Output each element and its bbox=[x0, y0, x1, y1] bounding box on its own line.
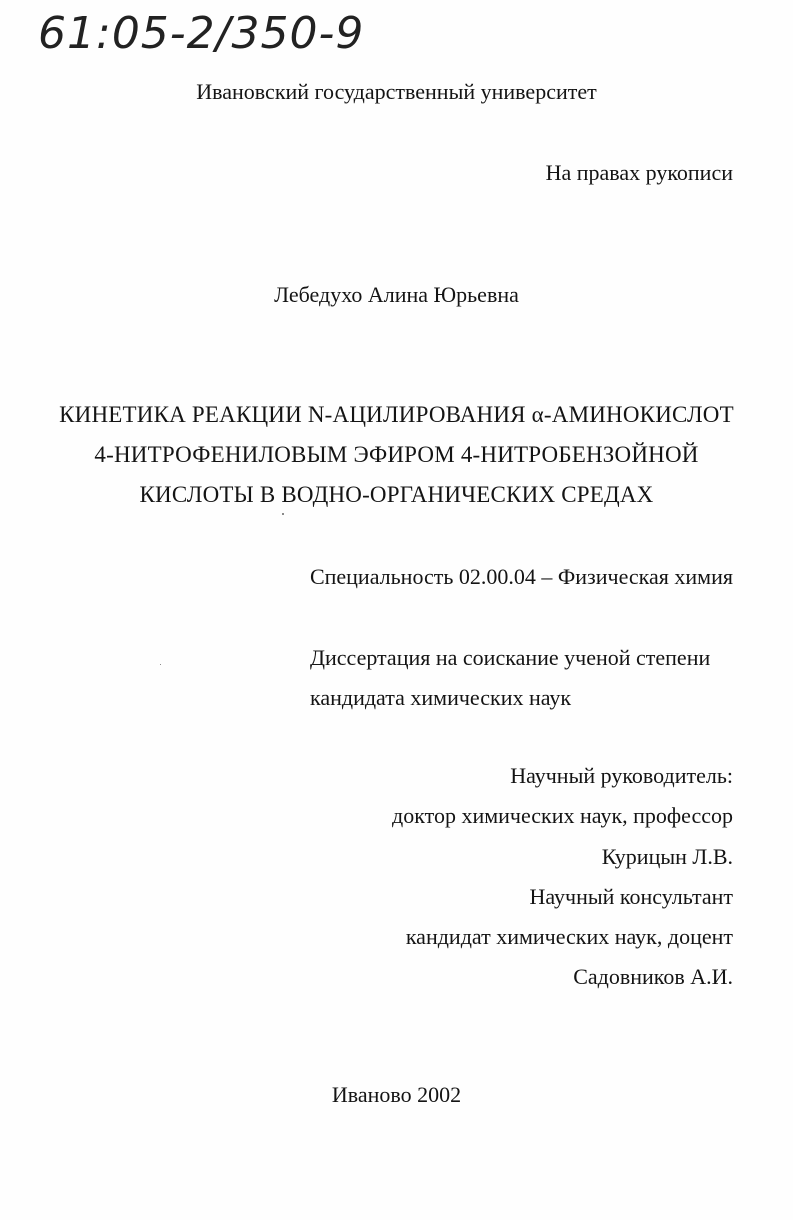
degree-line-1: Диссертация на соискание ученой степени bbox=[310, 645, 711, 670]
consultant-label: Научный консультант bbox=[529, 884, 733, 909]
title-line-3: КИСЛОТЫ В ВОДНО-ОРГАНИЧЕСКИХ СРЕДАХ bbox=[139, 482, 654, 507]
consultant-degree: кандидат химических наук, доцент bbox=[405, 924, 733, 949]
university-name: Ивановский государственный университет bbox=[196, 79, 597, 104]
city-and-year: Иваново 2002 bbox=[331, 1082, 462, 1107]
handwritten-archive-number bbox=[38, 4, 458, 60]
title-line-1: КИНЕТИКА РЕАКЦИИ N-АЦИЛИРОВАНИЯ α-АМИНОКИСЛОТ bbox=[59, 402, 734, 427]
handwritten-archive-number-text: 61:05-2/350-9 bbox=[38, 8, 365, 59]
author-name: Лебедухо Алина Юрьевна bbox=[274, 282, 519, 307]
manuscript-rights-note: На правах рукописи bbox=[545, 160, 733, 185]
consultant-name: Садовников А.И. bbox=[573, 964, 733, 989]
title-line-2: 4-НИТРОФЕНИЛОВЫМ ЭФИРОМ 4-НИТРОБЕНЗОЙНОЙ bbox=[94, 442, 699, 467]
advisor-degree: доктор химических наук, профессор bbox=[392, 803, 733, 828]
scan-speck bbox=[282, 513, 284, 515]
degree-line-2: кандидата химических наук bbox=[310, 685, 572, 710]
specialty: Специальность 02.00.04 – Физическая химия bbox=[309, 564, 733, 589]
advisor-label: Научный руководитель: bbox=[510, 763, 733, 788]
scan-speck bbox=[160, 664, 161, 665]
advisor-name: Курицын Л.В. bbox=[601, 844, 733, 869]
